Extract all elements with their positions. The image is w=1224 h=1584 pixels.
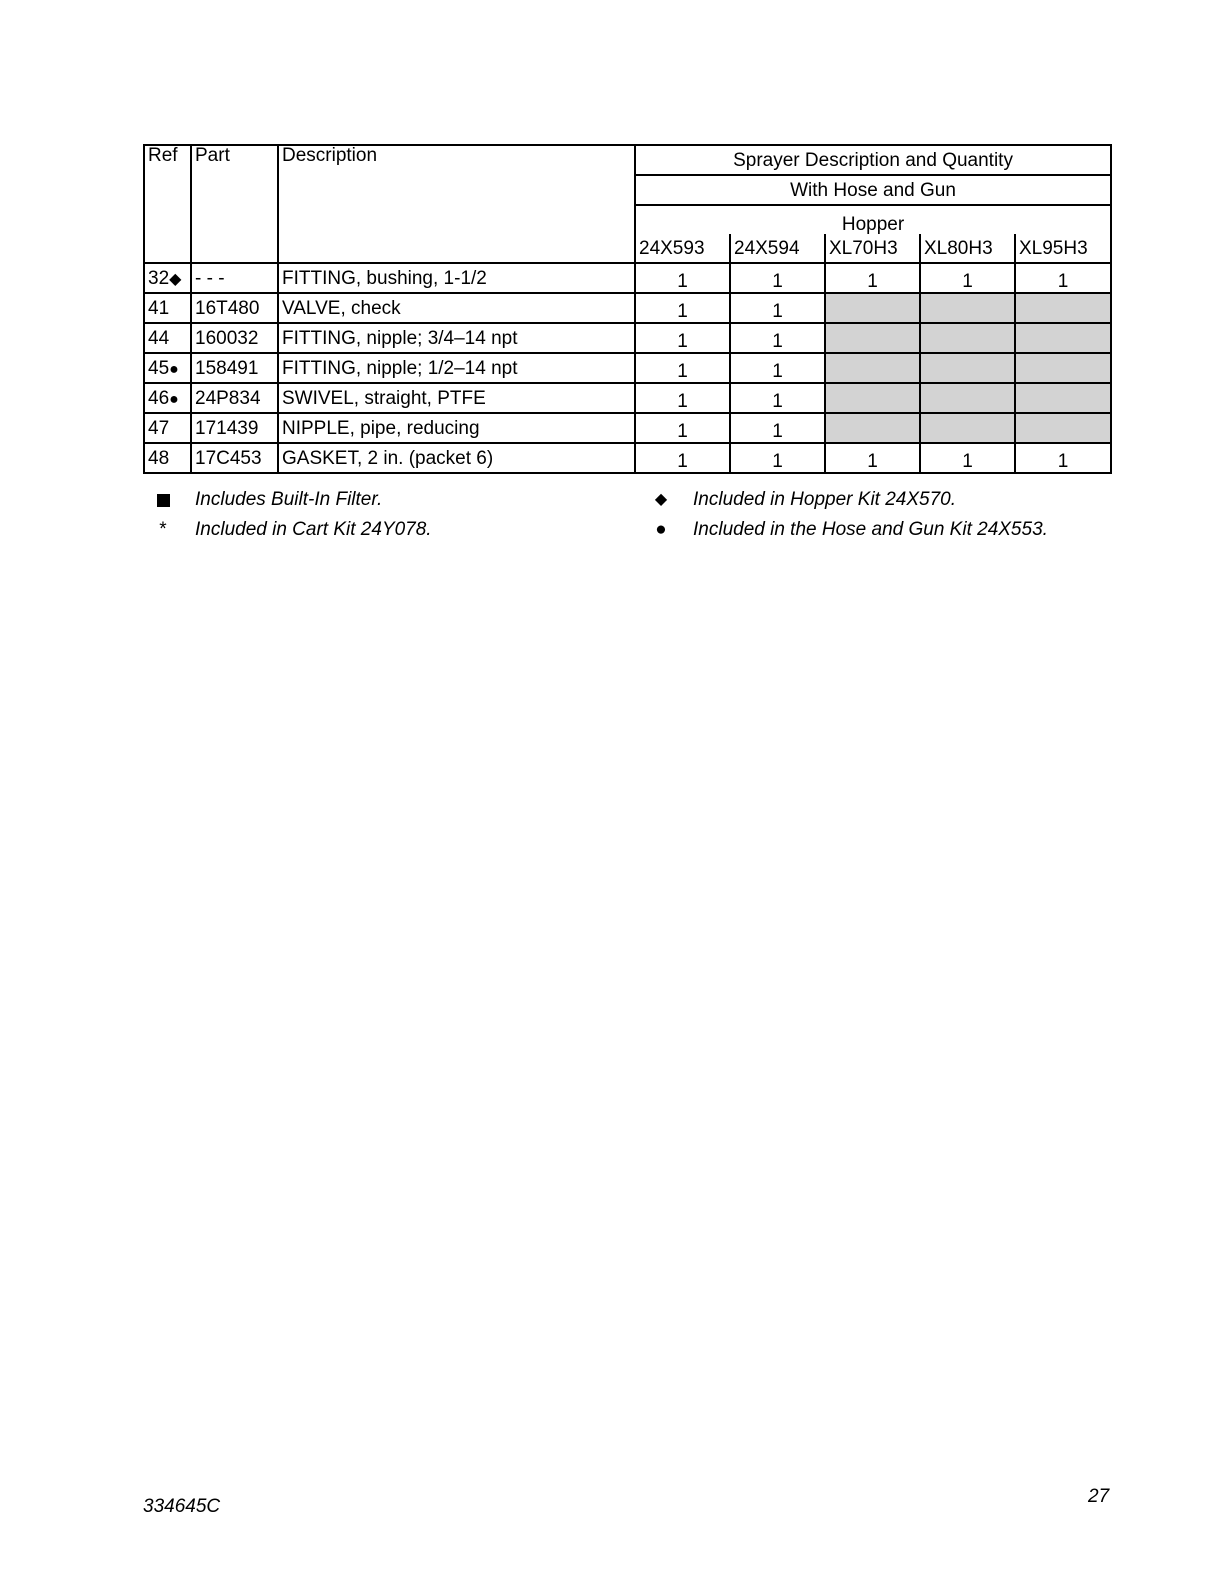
circle-icon: ● [169,390,179,408]
qty-not-applicable [1015,293,1111,323]
header-model: XL80H3 [920,234,1015,263]
legend-text: Included in the Hose and Gun Kit 24X553. [693,519,1048,540]
qty-value: 1 [867,270,878,292]
qty-value: 1 [962,450,973,472]
qty-not-applicable [920,293,1015,323]
part-description: FITTING, bushing, 1-1/2 [278,263,635,293]
qty-not-applicable [920,413,1015,443]
qty-value: 1 [772,390,783,412]
circle-icon: ● [169,360,179,378]
qty-value: 1 [1057,270,1069,292]
qty-not-applicable [825,353,920,383]
part-number: 16T480 [191,293,278,323]
qty-value: 1 [677,420,688,442]
qty-not-applicable [825,383,920,413]
parts-table-body [144,263,1111,473]
legend-text: Included in Hopper Kit 24X570. [693,489,957,510]
table-row [144,263,1111,293]
part-number: 17C453 [191,443,278,473]
qty-value: 1 [772,330,783,352]
qty-value: 1 [677,390,688,412]
ref-cell [144,293,191,323]
qty-cell [730,323,825,353]
qty-cell [730,293,825,323]
qty-value: 1 [772,360,783,382]
qty-cell [635,413,730,443]
ref-number: 44 [148,327,170,349]
header-model: XL70H3 [825,234,920,263]
header-sprayer-description-quantity: Sprayer Description and Quantity [635,145,1111,175]
qty-cell [635,263,730,293]
qty-cell [730,263,825,293]
table-row [144,443,1111,473]
legend-text: Includes Built-In Filter. [195,489,383,510]
diamond-icon: ◆ [654,491,668,508]
qty-value: 1 [867,450,878,472]
qty-value: 1 [1057,450,1069,472]
page-number: 27 [1088,1486,1110,1507]
header-hopper: Hopper [635,205,1111,234]
part-description: VALVE, check [278,293,635,323]
qty-cell [1015,263,1111,293]
part-number: - - - [191,263,278,293]
part-description: SWIVEL, straight, PTFE [278,383,635,413]
qty-value: 1 [677,450,688,472]
qty-cell [635,383,730,413]
qty-not-applicable [825,293,920,323]
ref-number: 47 [148,417,170,439]
qty-value: 1 [677,360,688,382]
table-row [144,323,1111,353]
qty-cell [730,443,825,473]
qty-value: 1 [677,300,688,322]
part-number: 160032 [191,323,278,353]
ref-number: 41 [148,297,170,319]
part-description: GASKET, 2 in. (packet 6) [278,443,635,473]
qty-not-applicable [1015,383,1111,413]
ref-number: 32 [148,267,170,289]
square-icon [153,489,173,513]
qty-cell [730,383,825,413]
table-row [144,383,1111,413]
ref-cell [144,413,191,443]
document-number: 334645C [143,1496,221,1517]
qty-not-applicable [920,323,1015,353]
qty-cell [635,353,730,383]
qty-value: 1 [677,330,688,352]
qty-cell [1015,443,1111,473]
header-ref: Ref [144,145,191,263]
header-with-hose-and-gun: With Hose and Gun [635,175,1111,205]
table-row [144,353,1111,383]
part-description: FITTING, nipple; 3/4–14 npt [278,323,635,353]
ref-cell [144,263,191,293]
table-row [144,413,1111,443]
legend-text: Included in Cart Kit 24Y078. [195,519,432,540]
ref-cell [144,353,191,383]
qty-value: 1 [772,450,783,472]
header-part: Part [191,145,278,263]
qty-cell [920,443,1015,473]
qty-not-applicable [920,353,1015,383]
header-model: 24X594 [730,234,825,263]
asterisk-icon: * [159,519,167,540]
qty-not-applicable [825,323,920,353]
ref-number: 48 [148,447,170,469]
ref-number: 46 [148,387,170,409]
part-number: 158491 [191,353,278,383]
table-row [144,293,1111,323]
qty-not-applicable [1015,353,1111,383]
part-number: 24P834 [191,383,278,413]
qty-cell [825,263,920,293]
ref-number: 45 [148,357,170,379]
qty-not-applicable [825,413,920,443]
qty-cell [730,413,825,443]
header-model: 24X593 [635,234,730,263]
ref-cell [144,383,191,413]
header-description: Description [278,145,635,263]
ref-cell [144,323,191,353]
part-number: 171439 [191,413,278,443]
qty-value: 1 [962,270,973,292]
qty-cell [635,443,730,473]
qty-not-applicable [1015,413,1111,443]
circle-icon: ● [655,519,667,540]
qty-cell [920,263,1015,293]
qty-not-applicable [1015,323,1111,353]
ref-cell [144,443,191,473]
qty-cell [635,293,730,323]
part-description: FITTING, nipple; 1/2–14 npt [278,353,635,383]
parts-table [143,144,1112,474]
part-description: NIPPLE, pipe, reducing [278,413,635,443]
qty-value: 1 [772,300,783,322]
qty-value: 1 [772,270,783,292]
diamond-icon: ◆ [169,270,182,288]
qty-cell [635,323,730,353]
qty-not-applicable [920,383,1015,413]
qty-cell [825,443,920,473]
header-model: XL95H3 [1015,234,1111,263]
qty-value: 1 [772,420,783,442]
qty-value: 1 [677,270,688,292]
qty-cell [730,353,825,383]
